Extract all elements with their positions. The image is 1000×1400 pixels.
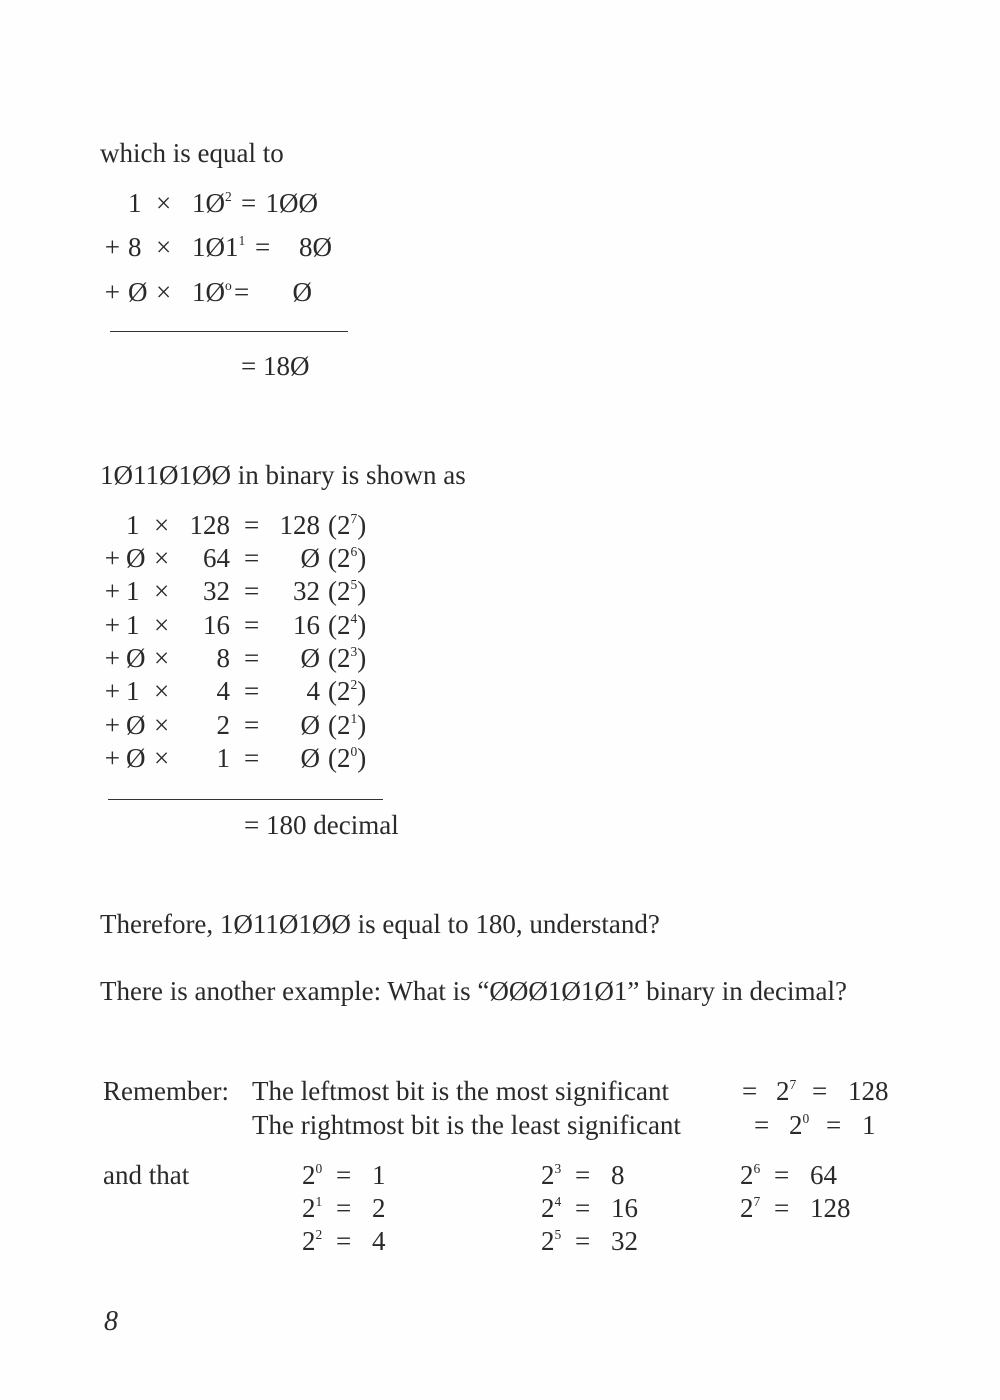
total-value: 180 decimal: [265, 810, 399, 840]
exponent: o: [225, 277, 232, 293]
total-value: 18Ø: [262, 351, 310, 381]
power-base: 2: [541, 1160, 555, 1190]
and-that-label: and that: [103, 1160, 190, 1190]
equals-sign: =: [742, 1076, 758, 1106]
power-base: 2: [541, 1226, 555, 1256]
result: 16: [293, 610, 320, 640]
equals-sign: =: [774, 1160, 790, 1190]
equals-sign: =: [826, 1110, 842, 1140]
sign: +: [104, 643, 120, 673]
result: 128: [279, 510, 320, 540]
times-sign: ×: [154, 643, 170, 673]
equals-sign: =: [241, 188, 257, 218]
remember-line-1: The leftmost bit is the most significant: [252, 1076, 669, 1106]
power-base: 2: [302, 1160, 316, 1190]
sum-rule: [110, 331, 348, 332]
power-base: 2: [541, 1193, 555, 1223]
exponent: 0: [315, 1160, 323, 1176]
equals-sign: =: [244, 710, 260, 740]
another-example-text: There is another example: What is “ØØØ1Ø1Ø1” binary in decimal?: [100, 976, 847, 1006]
power-base: 2: [337, 510, 351, 540]
base: 1Ø: [192, 188, 225, 218]
page-number: 8: [104, 1306, 118, 1337]
place-weight: 32: [203, 576, 230, 606]
result: Ø: [300, 643, 320, 673]
intro-text: which is equal to: [100, 138, 284, 168]
sign: +: [104, 743, 120, 773]
power-base: 2: [740, 1160, 754, 1190]
exponent: 6: [350, 543, 358, 559]
result: 1ØØ: [265, 188, 318, 218]
value: 4: [372, 1226, 386, 1256]
times-sign: ×: [154, 710, 170, 740]
equals-sign: =: [244, 576, 260, 606]
equals-sign: =: [575, 1160, 591, 1190]
value: 16: [611, 1193, 638, 1223]
exponent: 1: [350, 710, 358, 726]
exponent: 4: [350, 610, 358, 626]
sum-rule: [108, 799, 383, 800]
value: 8: [611, 1160, 625, 1190]
sign: +: [104, 232, 120, 262]
times-sign: ×: [154, 543, 170, 573]
exponent: 2: [350, 676, 358, 692]
value: 1: [372, 1160, 386, 1190]
equals-sign: =: [244, 610, 260, 640]
power-base: 2: [337, 676, 351, 706]
power-base: 2: [337, 643, 351, 673]
place-weight: 8: [216, 643, 230, 673]
remember-line-2: The rightmost bit is the least significant: [252, 1110, 681, 1140]
place-weight: 4: [216, 676, 230, 706]
equals-sign: =: [754, 1110, 770, 1140]
times-sign: ×: [154, 576, 170, 606]
place-weight: 64: [203, 543, 230, 573]
power-base: 2: [302, 1226, 316, 1256]
equals-sign: =: [244, 743, 260, 773]
equals-sign: =: [812, 1076, 828, 1106]
exponent: 3: [554, 1160, 562, 1176]
equals-sign: =: [575, 1226, 591, 1256]
times-sign: ×: [156, 188, 172, 218]
result: 8Ø: [299, 232, 332, 262]
power-base: 2: [337, 543, 351, 573]
result: Ø: [292, 277, 312, 307]
power-base: 2: [302, 1193, 316, 1223]
binary-intro-text: 1Ø11Ø1ØØ in binary is shown as: [100, 460, 466, 490]
sign: +: [104, 676, 120, 706]
equals-sign: =: [774, 1193, 790, 1223]
equals-sign: =: [244, 676, 260, 706]
sign: +: [104, 576, 120, 606]
result: Ø: [300, 710, 320, 740]
equals-sign: =: [575, 1193, 591, 1223]
exponent: 7: [789, 1076, 797, 1092]
exponent: 6: [753, 1160, 761, 1176]
power-base: 2: [337, 710, 351, 740]
place-weight: 16: [203, 610, 230, 640]
times-sign: ×: [154, 743, 170, 773]
exponent: 3: [350, 643, 358, 659]
digit: 1: [126, 676, 140, 706]
value: 128: [848, 1076, 889, 1106]
result: Ø: [300, 543, 320, 573]
sign: +: [104, 277, 120, 307]
equals-sign: =: [244, 810, 260, 840]
power-base: 2: [337, 743, 351, 773]
power-base: 2: [740, 1193, 754, 1223]
remember-label: Remember:: [103, 1076, 229, 1106]
place-weight: 128: [189, 510, 230, 540]
sign: +: [104, 610, 120, 640]
exponent: 1: [315, 1193, 323, 1209]
place-weight: 1: [216, 743, 230, 773]
equals-sign: =: [336, 1160, 352, 1190]
exponent: 5: [350, 576, 358, 592]
exponent: 1: [238, 232, 246, 248]
digit: Ø: [126, 643, 146, 673]
equals-sign: =: [234, 277, 250, 307]
times-sign: ×: [154, 610, 170, 640]
result: 4: [306, 676, 320, 706]
power-base: 2: [337, 610, 351, 640]
power-base: 2: [776, 1076, 790, 1106]
power-base: 2: [789, 1110, 803, 1140]
digit: 1: [128, 188, 142, 218]
exponent: 7: [350, 510, 358, 526]
equals-sign: =: [241, 351, 257, 381]
result: 32: [293, 576, 320, 606]
times-sign: ×: [154, 676, 170, 706]
value: 128: [810, 1193, 851, 1223]
times-sign: ×: [154, 510, 170, 540]
digit: Ø: [128, 277, 148, 307]
sign: +: [104, 543, 120, 573]
exponent: 0: [350, 743, 358, 759]
base: 1Ø: [192, 277, 225, 307]
digit: Ø: [126, 743, 146, 773]
digit: 1: [126, 576, 140, 606]
base: 1Ø1: [192, 232, 239, 262]
equals-sign: =: [244, 543, 260, 573]
power-base: 2: [337, 576, 351, 606]
equals-sign: =: [244, 643, 260, 673]
value: 32: [611, 1226, 638, 1256]
exponent: 2: [315, 1226, 323, 1242]
digit: 8: [128, 232, 142, 262]
times-sign: ×: [156, 277, 172, 307]
digit: 1: [126, 510, 140, 540]
value: 64: [810, 1160, 837, 1190]
place-weight: 2: [216, 710, 230, 740]
exponent: 7: [753, 1193, 761, 1209]
result: Ø: [300, 743, 320, 773]
therefore-text: Therefore, 1Ø11Ø1ØØ is equal to 180, understand?: [100, 909, 660, 939]
exponent: 5: [554, 1226, 562, 1242]
exponent: 4: [554, 1193, 562, 1209]
exponent: 2: [225, 188, 232, 204]
binary-total: [244, 812, 399, 839]
times-sign: ×: [156, 232, 172, 262]
exponent: 0: [802, 1110, 810, 1126]
digit: Ø: [126, 710, 146, 740]
equals-sign: =: [244, 510, 260, 540]
equals-sign: =: [336, 1226, 352, 1256]
digit: 1: [126, 610, 140, 640]
value: 1: [862, 1110, 876, 1140]
digit: Ø: [126, 543, 146, 573]
decimal-total: [241, 353, 309, 380]
equals-sign: =: [336, 1193, 352, 1223]
sign: +: [104, 710, 120, 740]
value: 2: [372, 1193, 386, 1223]
equals-sign: =: [255, 232, 271, 262]
